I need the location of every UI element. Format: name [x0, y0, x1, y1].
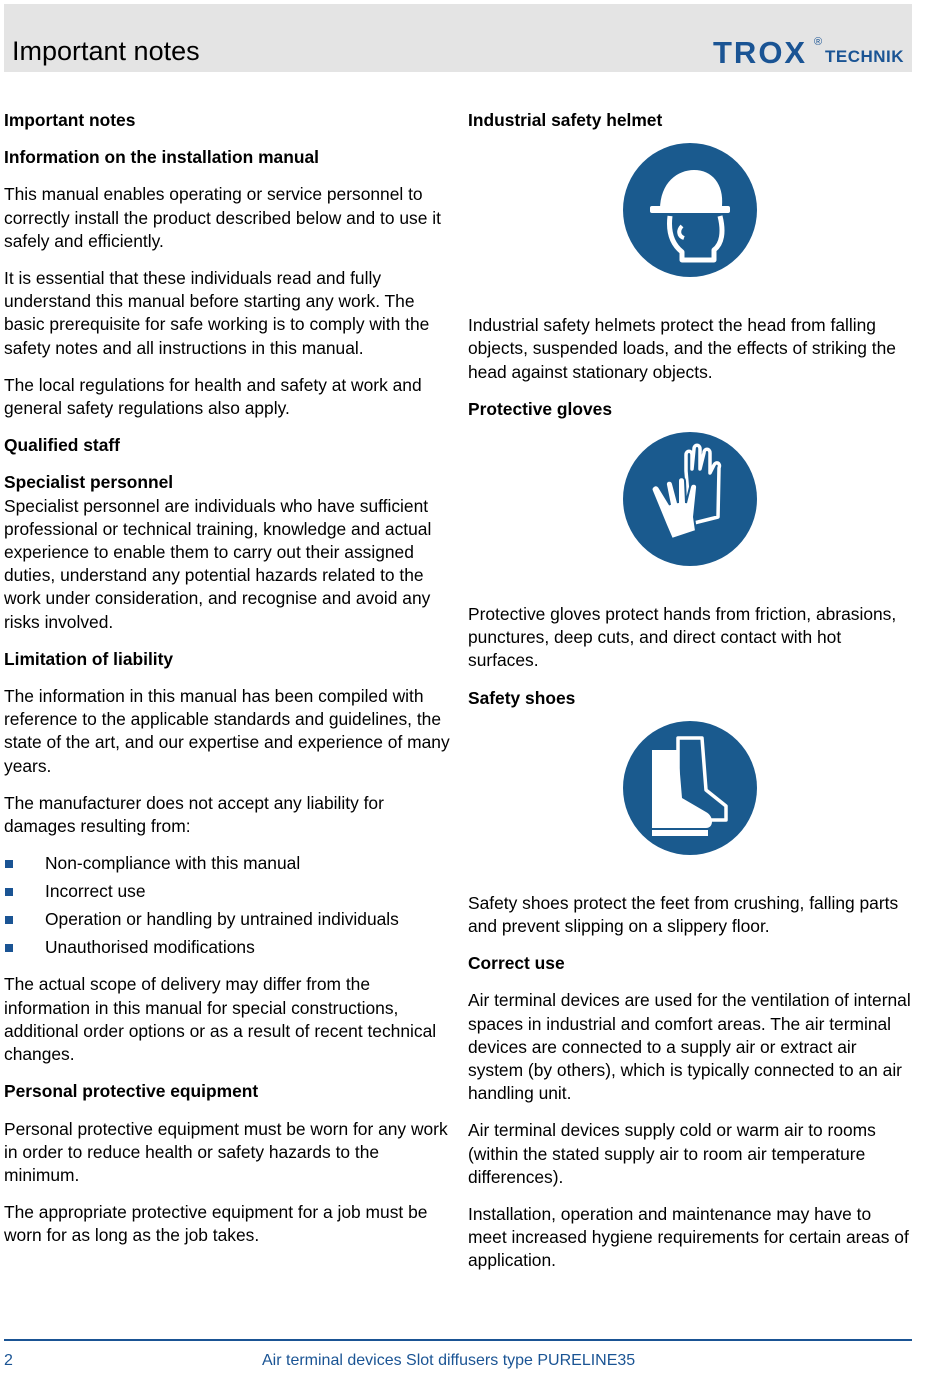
heading-qualified-staff: Qualified staff — [4, 435, 120, 456]
paragraph: The actual scope of delivery may differ from the information in this manual for special constructions, additional order options or as a result of recent technical changes. — [4, 974, 437, 1065]
helmet-icon-wrap — [468, 146, 912, 308]
heading-installation-manual: Information on the installation manual — [4, 147, 319, 168]
logo-sub: TECHNIK — [825, 47, 905, 66]
list-item-text: Operation or handling by untrained individuals — [45, 909, 399, 930]
list-item — [4, 880, 454, 903]
page-header — [4, 4, 912, 72]
logo-brand: TROX — [713, 35, 808, 70]
paragraph: Air terminal devices supply cold or warm air to rooms (within the stated supply air to room air temperature differences). — [468, 1120, 876, 1187]
heading-safety-shoes: Safety shoes — [468, 687, 576, 708]
heading-safety-helmet: Industrial safety helmet — [468, 110, 663, 130]
gloves-icon-wrap — [468, 435, 912, 597]
list-item-text: Non-compliance with this manual — [45, 853, 301, 874]
bullet-square-icon — [5, 860, 13, 868]
heading-important-notes: Important notes — [4, 110, 136, 130]
boot-icon — [622, 720, 758, 856]
left-column — [4, 109, 454, 1262]
paragraph: The manufacturer does not accept any liability for damages resulting from: — [4, 792, 384, 837]
paragraph: The local regulations for health and safety at work and general safety regulations also apply. — [4, 374, 422, 419]
page-number: 2 — [4, 1352, 13, 1369]
paragraph: It is essential that these individuals read and fully understand this manual before starting any work. The basic prerequisite for safe working is to comply with the safety notes and all instructions in this manual. — [4, 268, 430, 358]
bullet-square-icon — [5, 944, 13, 952]
liability-list — [4, 852, 454, 959]
heading-correct-use: Correct use — [468, 953, 565, 974]
paragraph: Specialist personnel are individuals who have sufficient professional or technical training, knowledge and actual experience to enable them to carry out their assigned duties, understand any potential hazards related to the work under consideration, and recognise and avoid any risks involved. — [4, 495, 432, 632]
logo-registered-mark: ® — [814, 36, 823, 48]
paragraph: Industrial safety helmets protect the head from falling objects, suspended loads, and the effects of striking the head against stationary objects. — [468, 315, 896, 382]
paragraph: This manual enables operating or service personnel to correctly install the product described below and to use it safely and efficiently. — [4, 184, 441, 251]
paragraph: Personal protective equipment must be worn for any work in order to reduce health or safety hazards to the minimum. — [4, 1118, 448, 1185]
list-item — [4, 936, 454, 959]
trox-logo — [711, 34, 911, 74]
heading-specialist-personnel: Specialist personnel — [4, 472, 174, 493]
footer-divider — [4, 1339, 912, 1341]
list-item-text: Unauthorised modifications — [45, 937, 255, 958]
paragraph: The appropriate protective equipment for a job must be worn for as long as the job takes. — [4, 1202, 428, 1246]
list-item — [4, 852, 454, 875]
heading-ppe: Personal protective equipment — [4, 1081, 259, 1102]
right-column — [468, 109, 912, 1287]
heading-limitation-of-liability: Limitation of liability — [4, 648, 174, 669]
paragraph: Safety shoes protect the feet from crushing, falling parts and prevent slipping on a slippery floor. — [468, 892, 899, 937]
list-item — [4, 908, 454, 931]
heading-protective-gloves: Protective gloves — [468, 398, 613, 419]
page-header-title: Important notes — [12, 36, 200, 66]
list-item-text: Incorrect use — [45, 881, 146, 902]
footer-document-title: Air terminal devices Slot diffusers type PURELINE35 — [262, 1352, 636, 1369]
bullet-square-icon — [5, 916, 13, 924]
paragraph: Air terminal devices are used for the ventilation of internal spaces in industrial and comfort areas. The air terminal devices are connected to a supply air or extract air system (by others), which is typically connected to an air handling unit. — [468, 990, 911, 1104]
helmet-icon — [622, 142, 758, 278]
bullet-square-icon — [5, 888, 13, 896]
gloves-icon — [622, 431, 758, 567]
boot-icon-wrap — [468, 724, 912, 886]
paragraph: The information in this manual has been compiled with reference to the applicable standards and guidelines, the state of the art, and our expertise and experience of many years. — [4, 686, 450, 776]
paragraph: Protective gloves protect hands from friction, abrasions, punctures, deep cuts, and direct contact with hot surfaces. — [468, 604, 897, 671]
paragraph: Installation, operation and maintenance may have to meet increased hygiene requirements for certain areas of application. — [468, 1204, 909, 1271]
